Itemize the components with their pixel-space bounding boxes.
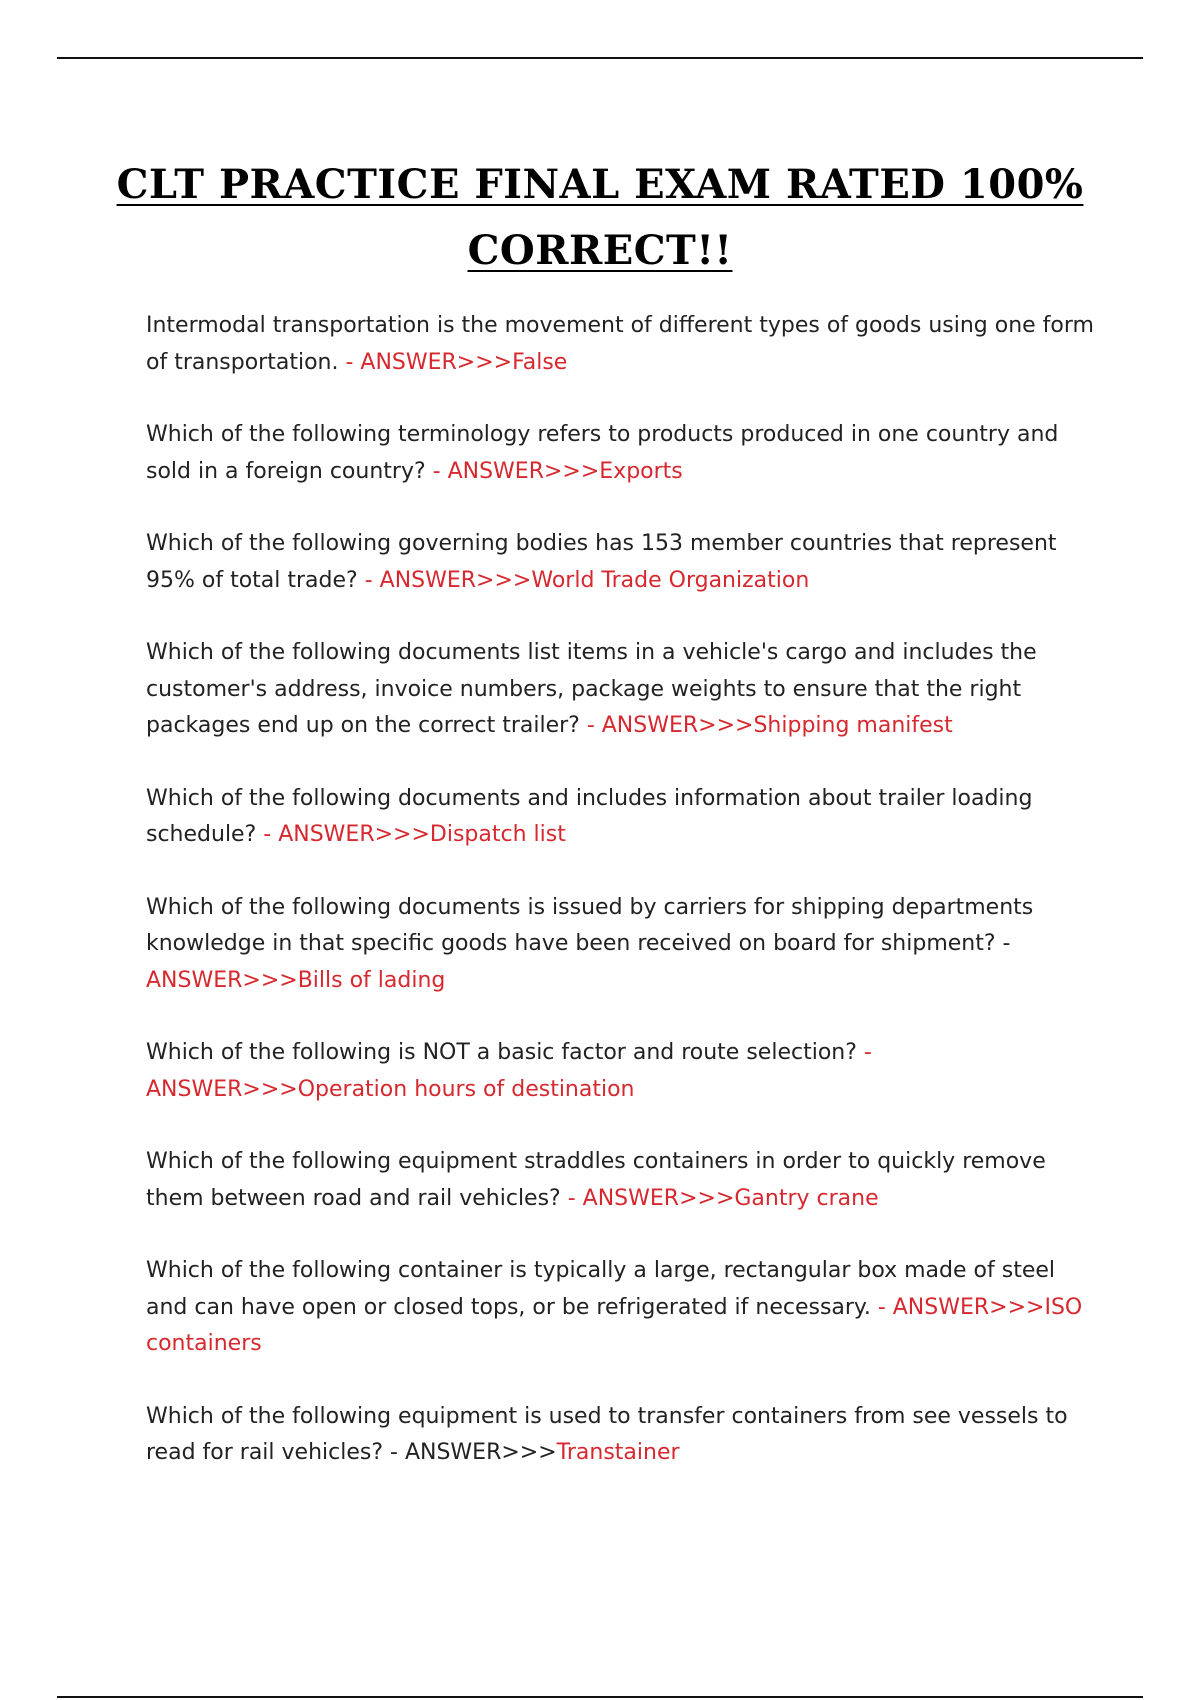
question-text: Which of the following documents is issued by carriers for shipping departments knowledge in that specific goods have been received on board for shipment? - — [146, 894, 1034, 956]
question-item-3 — [146, 526, 1096, 599]
question-text: Which of the following documents list items in a vehicle's cargo and includes the customer's address, invoice numbers, package weights to ensure that the right packages end up on the correct trailer? — [146, 640, 1037, 738]
answer-text: - ANSWER>>>ISO containers — [146, 1294, 1083, 1356]
question-item-7 — [146, 1035, 1096, 1108]
question-text: Which of the following governing bodies has 153 member countries that represent 95% of total trade? — [146, 531, 1057, 593]
question-text: Which of the following equipment straddles containers in order to quickly remove them between road and rail vehicles? — [146, 1149, 1046, 1211]
answer-text: - ANSWER>>>Exports — [432, 458, 683, 484]
answer-prefix: - ANSWER>>> — [390, 1440, 557, 1465]
question-text: Which of the following equipment is used to transfer containers from see vessels to read for rail vehicles? — [146, 1403, 1068, 1465]
question-text: Intermodal transportation is the movement of different types of goods using one form of transportation. — [146, 313, 1094, 375]
answer-text: - ANSWER>>>Shipping manifest — [586, 713, 953, 738]
question-list — [146, 308, 1096, 1508]
question-item-5 — [146, 781, 1096, 854]
question-item-8 — [146, 1144, 1096, 1217]
answer-text: ANSWER>>>Bills of lading — [146, 967, 446, 993]
answer-text: - ANSWER>>>Dispatch list — [263, 822, 566, 847]
page-title — [100, 152, 1100, 284]
question-text: Which of the following terminology refers to products produced in one country and sold in a foreign country? — [146, 422, 1059, 484]
question-item-6 — [146, 890, 1096, 1000]
answer-text: - ANSWER>>>Operation hours of destination — [146, 1040, 872, 1102]
question-item-2 — [146, 417, 1096, 490]
question-text: Which of the following is NOT a basic factor and route selection? — [146, 1040, 864, 1065]
answer-text: - ANSWER>>>Gantry crane — [567, 1185, 879, 1211]
answer-text: Transtainer — [556, 1440, 680, 1465]
question-text: Which of the following container is typically a large, rectangular box made of steel and can have open or closed tops, or be refrigerated if necessary. — [146, 1258, 1056, 1320]
title-line-1: CLT PRACTICE FINAL EXAM RATED 100% — [116, 161, 1084, 208]
top-rule — [57, 57, 1143, 59]
bottom-rule — [57, 1696, 1143, 1698]
answer-text: - ANSWER>>>False — [345, 349, 568, 375]
question-item-9 — [146, 1253, 1096, 1363]
title-line-2: CORRECT!! — [467, 227, 733, 274]
question-text: Which of the following documents and includes information about trailer loading schedule? — [146, 785, 1033, 847]
answer-text: - ANSWER>>>World Trade Organization — [364, 567, 810, 593]
question-item-1 — [146, 308, 1096, 381]
question-item-10 — [146, 1399, 1096, 1472]
question-item-4 — [146, 635, 1096, 745]
